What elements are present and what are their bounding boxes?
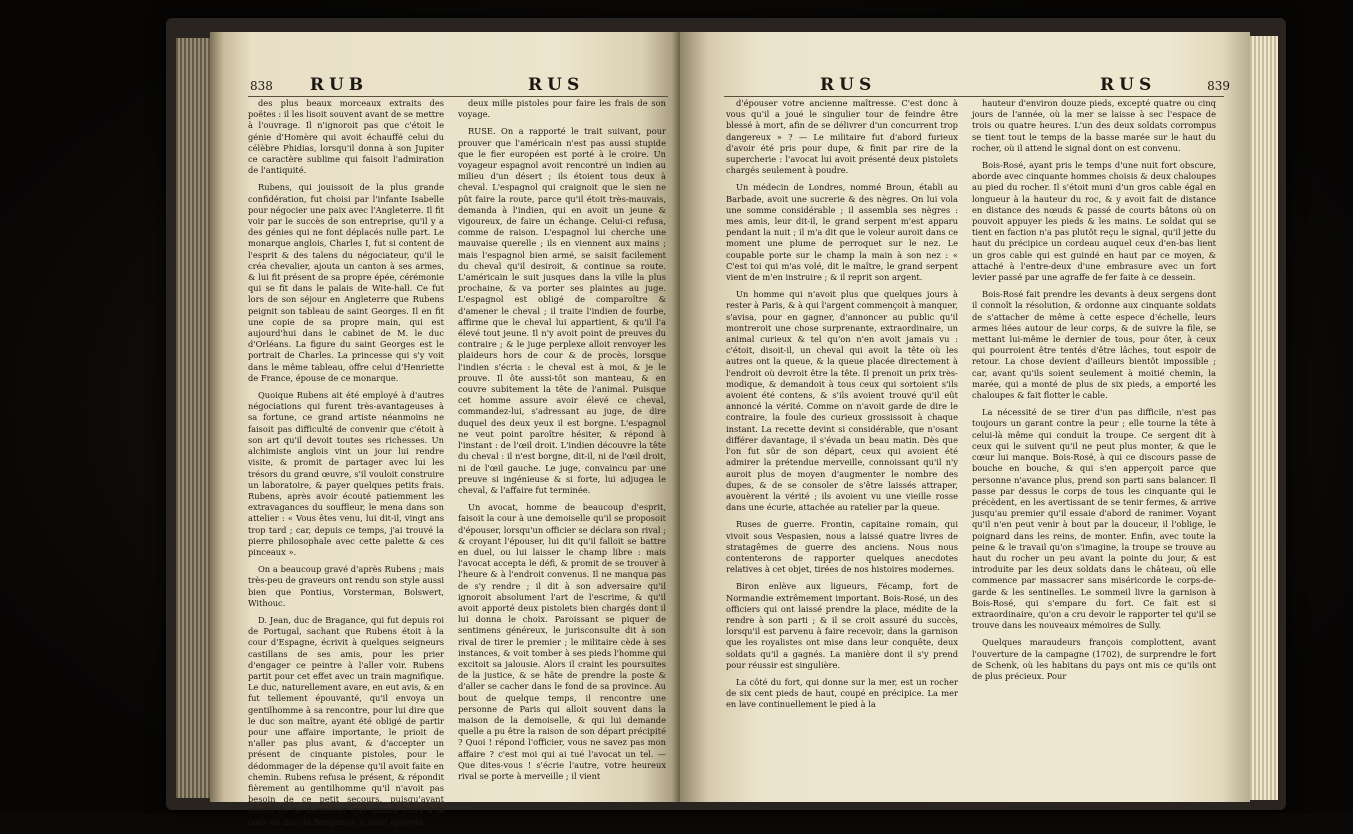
right-column-b [972, 98, 1216, 688]
right-head-outer: RUS [820, 75, 877, 95]
paragraph: Un homme qui n'avoit plus que quelques jours à rester à Paris, & à qui l'argent commençoit à manquer, s'avisa, pour en gagner, d'annoncer au public qu'il montreroit une chose surprenante, extraordinaire, un animal curieux & tel qu'on n'en avoit jamais vu : c'étoit, disoit-il, un cheval qui avoit la tête où les autres ont la queue, & la queue placée directement à l'endroit où devroit être la tête. Il prenoit un prix très-modique, & demandoit à tous ceux qui sortoient s'ils avoient été contens, & s'ils avoient trouvé qu'il eût annoncé la vérité. Comme on n'avoit garde de dire le contraire, la foule des curieux grossissoit à chaque instant. La recette devint si considérable, que n'osant différer davantage, il s'évada un beau matin. Dès que l'on fut sûr de son départ, ceux qui avoient été admirer la prétendue merveille, connoissant qu'il n'y auroit plus de moyen d'augmenter le nombre des dupes, & de se consoler de s'être laissés attraper, avouèrent la vérité ; ils avoient vu une vieille rosse dans une écurie, attachée au ratelier par la queue. [726, 289, 958, 513]
paragraph: deux mille pistoles pour faire les frais de son voyage. [458, 98, 666, 120]
paragraph: hauteur d'environ douze pieds, excepté quatre ou cinq jours de l'année, où la mer se laisse à sec l'espace de trois ou quatre heures. L'un des deux soldats corrompus se tient tout le temps de la basse marée sur le haut du rocher, où il attend le signal dont on est convenu. [972, 98, 1216, 153]
paragraph: Rubens, qui jouissoit de la plus grande confidération, fut choisi par l'infante Isabelle pour négocier une paix avec l'Angleterre. Il fit voir par le succès de son entreprise, qu'il y a des génies qui ne font déplacés nulle part. Le monarque anglois, Charles I, fut si content de l'esprit & des talens du négociateur, qu'il le créa chevalier, ajouta un canton à ses armes, & lui fit présent de sa propre épée, cérémonie qui se fit dans le palais de Wite-hall. Ce fut lors de son séjour en Angleterre que Rubens peignit son tableau de saint Georges. Il en fit une copie de sa propre main, qui est aujourd'hui dans le cabinet de M. le duc d'Orléans. La figure du saint Georges est le portrait de Charles. La princesse qui s'y voit dans le même tableau, offre celui d'Henriette de France, épouse de ce monarque. [248, 182, 444, 383]
paragraph: La côté du fort, qui donne sur la mer, est un rocher de six cent pieds de haut, coupé en précipice. La mer en lave continuellement le pied à la [726, 676, 958, 710]
page-edges-left [176, 38, 214, 798]
paragraph: Biron enlève aux ligueurs, Fécamp, fort de Normandie extrêmement important. Bois-Rosé, un des officiers qui ont laissé prendre la place, médite de la rendre à son parti ; & il se croit assuré du succès, lorsqu'il est parvenu à faire recevoir, dans la garnison que les royalistes ont mise dans leur conquête, deux soldats qu'il a gagnés. La manière dont il s'y prend pour réussir est singulière. [726, 581, 958, 670]
paragraph: Un médecin de Londres, nommé Broun, établi au Barbade, avoit une sucrerie & des nègres. On lui vola une somme considérable ; il assembla ses nègres : mes amis, leur dit-il, le grand serpent m'est apparu pendant la nuit ; il m'a dit que le voleur auroit dans ce moment une plume de perroquet sur le nez. Le coupable porte sur le champ la main à son nez : « C'est toi qui m'as volé, dit le maître, le grand serpent vient de m'en instruire ; & il reprit son argent. [726, 182, 958, 283]
paragraph: Bois-Rosé fait prendre les devants à deux sergens dont il connoît la résolution, & ordonne aux cinquante soldats de s'attacher de même à cette espece d'échelle, leurs armes liées autour de leur corps, & de suivre la file, se mettant lui-même le dernier de tous, pour ôter, à ceux qui pourroient être tentés d'être lâches, tout espoir de retour. La chose devient d'ailleurs bientôt impossible ; car, avant qu'ils soient seulement à moitié chemin, la marée, qui a monté de plus de six pieds, a emporté les chaloupes & fait flotter le cable. [972, 289, 1216, 401]
paragraph: Un avocat, homme de beaucoup d'esprit, faisoit la cour à une demoiselle qu'il se proposoit d'épouser, lorsqu'un officier se déclara son rival ; & croyant l'épouser, lui dit qu'il falloit se battre en duel, ou lui laisser le champ libre : mais l'avocat accepta le défi, & promit de se trouver à l'heure & à l'endroit convenus. Il ne manqua pas de s'y rendre ; il dit à son adversaire qu'il ignoroit absolument l'art de l'escrime, & qu'il avoit apporté deux pistolets bien chargés dont il lui donna le choix. Paroissant se piquer de sentimens généreux, le jurisconsulte dit à son rival de tirer le premier ; le militaire cède à ses instances, & voit tomber à ses pieds l'homme qui excitoit sa jalousie. Alors il craint les poursuites de la justice, & se hâte de prendre la poste & d'aller se cacher dans le fond de sa province. Au bout de quelque temps, il rencontre une personne de Paris qui alloit souvent dans la maison de la demoiselle, & qui lui demande quelle a pu être la raison de son départ précipité ? Quoi ! répond l'officier, vous ne savez pas mon affaire ? c'est moi qui ai tué l'avocat un tel. — Que dites-vous ! s'écrie l'autre, votre heureux rival se porte à merveille ; il vient [458, 502, 666, 781]
paragraph: d'épouser votre ancienne maîtresse. C'est donc à vous qu'il a joué le singulier tour de feindre être blessé à mort, afin de se délivrer d'un concurrent trop dangereux » ? — Le militaire fut d'abord furieux d'avoir été pris pour dupe, & finit par rire de la supercherie : l'avocat lui avoit présenté deux pistolets chargés seulement à poudre. [726, 98, 958, 176]
left-page-number: 838 [250, 79, 273, 93]
paragraph: La nécessité de se tirer d'un pas difficile, n'est pas toujours un garant contre la peur ; elle tourne la tête à celui-là même qui conduit la troupe. Ce sergent dit à ceux qui le suivent qu'il ne peut plus monter, & que le cœur lui manque. Bois-Rosé, à qui ce discours passe de bouche en bouche, & qui s'en apperçoit parce que personne n'avance plus, prend son parti sans balancer. Il passe par dessus le corps de tous les cinquante qui le précèdent, en les avertissant de se tenir fermes, & arrive jusqu'au premier qu'il essaie d'abord de ranimer. Voyant qu'il n'en peut venir à bout par la douceur, il l'oblige, le poignard dans les reins, de monter. Enfin, avec toute la peine & le travail qu'on s'imagine, la troupe se trouve au haut du rocher un peu avant la pointe du jour, & est introduite par les deux soldats dans le château, où elle commence par massacrer sans miséricorde le corps-de-garde & les sentinelles. Le sommeil livre la garnison à Bois-Rosé, qui s'empare du fort. Ce fait est si extraordinaire, qu'on a cru devoir le rapporter tel qu'il se trouve dans les nouveaux mémoires de Sully. [972, 407, 1216, 631]
left-head-inner: RUS [528, 75, 585, 95]
right-head-inner: RUS [1100, 75, 1157, 95]
left-page [210, 32, 680, 827]
paragraph: D. Jean, duc de Bragance, qui fut depuis roi de Portugal, sachant que Rubens étoit à la cour d'Espagne, écrivit à quelques seigneurs castillans de ses amis, pour les prier d'engager ce peintre à l'aller voir. Rubens partit pour cet effet avec un train magnifique. Le duc, naturellement avare, en eut avis, & en fut tellement épouvanté, qu'il envoya un gentilhomme à sa rencontre, pour lui dire que le duc son maître, ayant été obligé de partir pour une affaire importante, le prioit de n'aller pas plus avant, & d'accepter un présent de cinquante pistoles, pour le dédommager de la dépense qu'il avoit faite en chemin. Rubens refusa le présent, & répondit fièrement au gentilhomme qu'il n'avoit pas besoin de ce petit secours, puisqu'ayant résolu de ne demeurer que quinze jours à la cour du duc de Bragance, il avoit apporté [248, 614, 444, 827]
right-page-number: 839 [1207, 79, 1231, 93]
page-edges-right [1246, 36, 1278, 800]
paragraph: RUSE. On a rapporté le trait suivant, pour prouver que l'américain n'est pas aussi stupide que le fier européen est porté à le croire. Un voyageur espagnol avoit rencontré un indien au milieu d'un désert ; ils étoient tous deux à cheval. L'espagnol qui craignoit que le sien ne pût faire la route, parce qu'il étoit très-mauvais, demanda à l'indien, qui en avoit un jeune & vigoureux, de faire un échange. Celui-ci refusa, comme de raison. L'espagnol lui cherche une mauvaise querelle ; ils en viennent aux mains ; mais l'espagnol bien armé, se saisit facilement du cheval qu'il desiroit, & continue sa route. L'américain le suit jusques dans la ville la plus prochaine, & va porter ses plaintes au juge. L'espagnol est obligé de comparoître & d'amener le cheval ; il traite l'indien de fourbe, affirme que le cheval lui appartient, & qu'il l'a élevé tout jeune. Il n'y avoit point de preuves du contraire ; & le juge perplexe alloit renvoyer les plaideurs hors de cour & de procès, lorsque l'indien s'écria : le cheval est à moi, & je le prouve. Il ôte aussi-tôt son manteau, & en couvre subitement la tête de l'animal. Puisque cet homme assure avoir élevé ce cheval, commandez-lui, s'adressant au juge, de dire duquel des deux yeux il est borgne. L'espagnol ne veut point paroître hésiter, & répond à l'instant : de l'œil droit. L'indien découvre la tête du cheval : il n'est borgne, dit-il, ni de l'œil droit, ni de l'œil gauche. Le juge, convaincu par une preuve si ingénieuse & si forte, lui adjugea le cheval, & l'affaire fut terminée. [458, 126, 666, 495]
paragraph: On a beaucoup gravé d'après Rubens ; mais très-peu de graveurs ont rendu son style aussi bien que Pontius, Vorsterman, Bolswert, Withouc. [248, 564, 444, 608]
left-head-rule [248, 96, 668, 97]
left-column-b [458, 98, 666, 788]
paragraph: Quelques maraudeurs françois complottent, avant l'ouverture de la campagne (1702), de surprendre le fort de Schenk, où les habitans du pays ont mis ce qu'ils ont de plus précieux. Pour [972, 637, 1216, 681]
right-running-head [1100, 75, 1230, 95]
left-column-a [248, 98, 444, 834]
right-page [680, 32, 1250, 802]
paragraph: Ruses de guerre. Frontin, capitaine romain, qui vivoit sous Vespasien, nous a laissé quatre livres de stratagêmes de guerre des anciens. Nous nous contenterons de rapporter quelques anecdotes relatives à cet objet, tirées de nos histoires modernes. [726, 519, 958, 575]
left-running-head [250, 75, 368, 95]
paragraph: Bois-Rosé, ayant pris le temps d'une nuit fort obscure, aborde avec cinquante hommes choisis & deux chaloupes au pied du rocher. Il s'étoit muni d'un gros cable égal en longueur à la hauteur du roc, & y avoit fait de distance en distance des nœuds & passé de courts bâtons où on pouvoit appuyer les pieds & les mains. Le soldat qui se tient en faction n'a pas plutôt reçu le signal, qu'il jette du haut du précipice un cordeau auquel ceux d'en-bas lient un gros cable qui est guindé en haut par ce moyen, & attaché à l'entre-deux d'une embrasure avec un fort levier passé par une agraffe de fer faite à ce dessein. [972, 160, 1216, 283]
paragraph: des plus beaux morceaux extraits des poëtes : il les lisoit souvent avant de se mettre à l'ouvrage. Il n'ignoroit pas que c'étoit le génie d'Homère qui avoit échauffé celui du célèbre Phidias, lorsqu'il donna à son Jupiter ce caractère sublime qui faisoit l'admiration de l'antiquité. [248, 98, 444, 176]
right-head-rule [724, 96, 1224, 97]
right-column-a [726, 98, 958, 717]
paragraph: Quoique Rubens ait été employé à d'autres négociations qui furent très-avantageuses à sa fortune, ce grand artiste néanmoins ne faisoit pas difficulté de convenir que c'étoit à son art qu'il devoit toutes ses richesses. Un alchimiste anglois vint un jour lui rendre visite, & promit de partager avec lui les trésors du grand œuvre, s'il vouloit construire un laboratoire, & payer quelques petits frais. Rubens, après avoir écouté patiemment les extravagances du souffleur, le mena dans son attelier : « Vous êtes venu, lui dit-il, vingt ans trop tard ; car, depuis ce temps, j'ai trouvé la pierre philosophale avec cette palette & ces pinceaux ». [248, 390, 444, 557]
left-head-outer: RUB [309, 75, 369, 95]
